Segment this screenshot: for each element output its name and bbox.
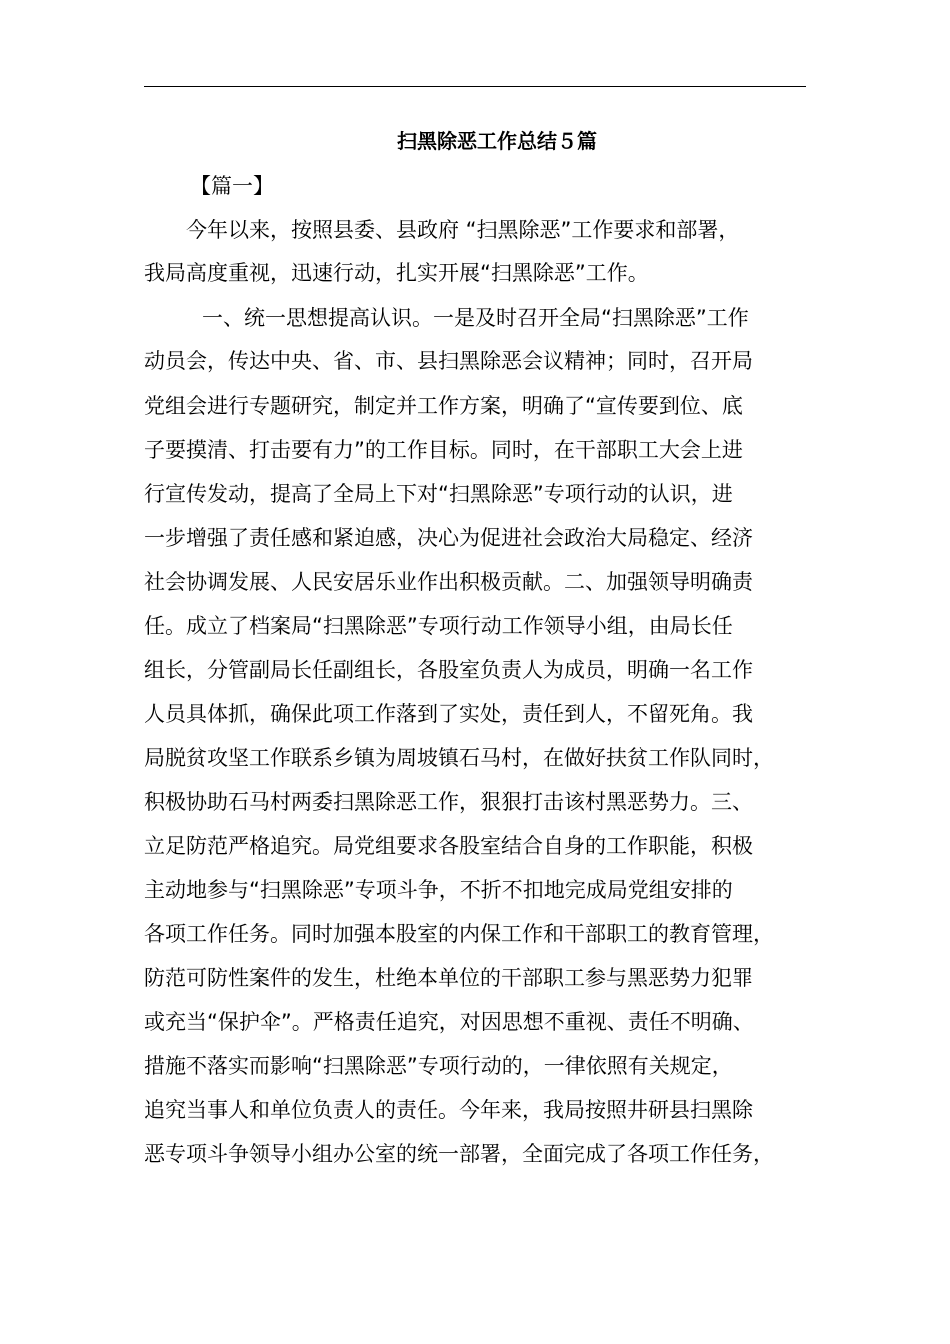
- body-line-14: 积极协助石马村两委扫黑除恶工作，狠狠打击该村黑恶势力。三、: [144, 790, 753, 814]
- body-line-7: 行宣传发动，提高了全局上下对“扫黑除恶”专项行动的认识，进: [144, 482, 733, 506]
- body-line-2: 我局高度重视，迅速行动，扎实开展“扫黑除恶”工作。: [144, 261, 649, 285]
- body-line-21: 追究当事人和单位负责人的责任。今年来，我局按照井研县扫黑除: [144, 1098, 753, 1122]
- header-rule: [144, 86, 806, 87]
- body-line-19: 或充当“保护伞”。严格责任追究，对因思想不重视、责任不明确、: [144, 1010, 754, 1034]
- body-line-3: 一、统一思想提高认识。一是及时召开全局“扫黑除恶”工作: [202, 306, 749, 330]
- body-line-20: 措施不落实而影响“扫黑除恶”专项行动的，一律依照有关规定，: [144, 1054, 733, 1078]
- body-line-6: 子要摸清、打击要有力”的工作目标。同时，在干部职工大会上进: [144, 438, 743, 462]
- document-title: 扫黑除恶工作总结５篇: [397, 129, 597, 153]
- body-line-11: 组长，分管副局长任副组长，各股室负责人为成员，明确一名工作: [144, 658, 753, 682]
- body-line-1: 今年以来，按照县委、县政府 “扫黑除恶”工作要求和部署，: [186, 218, 740, 242]
- body-line-9: 社会协调发展、人民安居乐业作出积极贡献。二、加强领导明确责: [144, 570, 753, 594]
- body-line-13: 局脱贫攻坚工作联系乡镇为周坡镇石马村，在做好扶贫工作队同时，: [144, 746, 774, 770]
- body-line-4: 动员会，传达中央、省、市、县扫黑除恶会议精神；同时，召开局: [144, 349, 753, 373]
- body-line-15: 立足防范严格追究。局党组要求各股室结合自身的工作职能，积极: [144, 834, 753, 858]
- body-line-12: 人员具体抓，确保此项工作落到了实处，责任到人，不留死角。我: [144, 702, 753, 726]
- body-line-22: 恶专项斗争领导小组办公室的统一部署，全面完成了各项工作任务，: [144, 1142, 774, 1166]
- body-line-8: 一步增强了责任感和紧迫感，决心为促进社会政治大局稳定、经济: [144, 526, 753, 550]
- body-line-10: 任。成立了档案局“扫黑除恶”专项行动工作领导小组，由局长任: [144, 614, 733, 638]
- body-line-16: 主动地参与“扫黑除恶”专项斗争，不折不扣地完成局党组安排的: [144, 878, 733, 902]
- section-label: 【篇一】: [190, 174, 274, 198]
- body-line-18: 防范可防性案件的发生，杜绝本单位的干部职工参与黑恶势力犯罪: [144, 966, 753, 990]
- body-line-5: 党组会进行专题研究，制定并工作方案，明确了“宣传要到位、底: [144, 394, 743, 418]
- body-line-17: 各项工作任务。同时加强本股室的内保工作和干部职工的教育管理，: [144, 922, 774, 946]
